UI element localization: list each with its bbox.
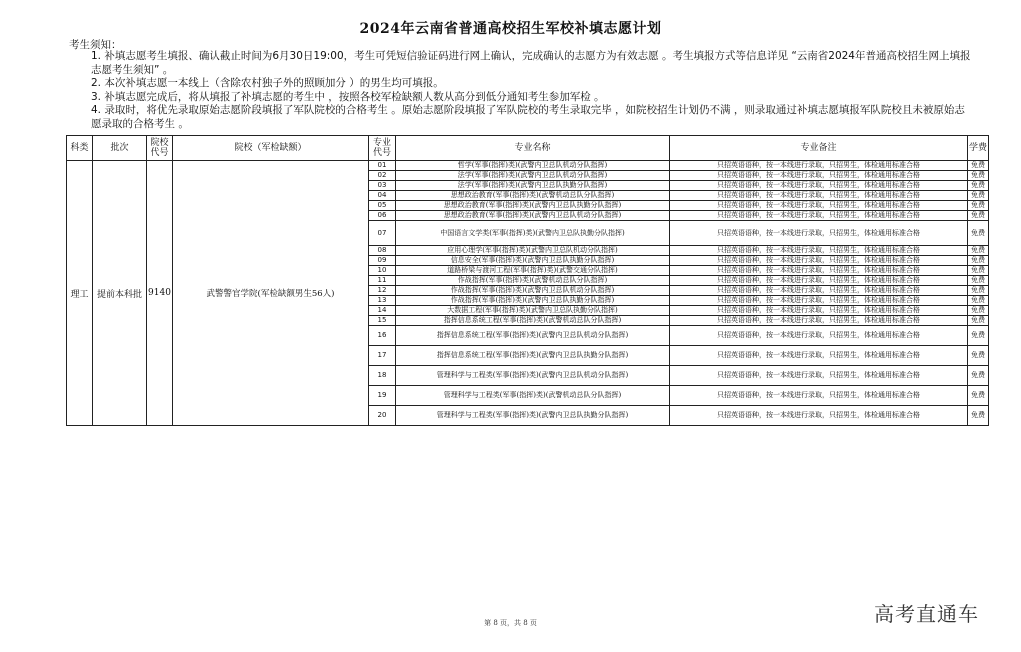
cell-major-code: 13 [369, 296, 396, 306]
cell-tuition: 免费 [968, 171, 989, 181]
notice-item: 4. 录取时，将优先录取原始志愿阶段填报了军队院校的合格考生 。原始志愿阶段填报了军队院校的考生录取完毕 ，如院校招生计划仍不满 ，则录取通过补填志愿填报军队院校且未被原始志愿录取的合格考生 。 [91, 104, 965, 130]
cell-remark: 只招英语语种，按一本线进行录取，只招男生，体检通用标准合格 [670, 171, 968, 181]
cell-major-code: 10 [369, 266, 396, 276]
cell-major-code: 06 [369, 211, 396, 221]
cell-tuition: 免费 [968, 406, 989, 426]
cell-tuition: 免费 [968, 316, 989, 326]
cell-major-code: 20 [369, 406, 396, 426]
cell-school: 武警警官学院(军检缺额男生56人) [173, 161, 369, 426]
page-title: 2024年云南省普通高校招生军校补填志愿计划 [359, 21, 662, 37]
cell-major-name: 指挥信息系统工程(军事(指挥)类)(武警内卫总队机动分队指挥) [396, 326, 670, 346]
cell-major-code: 18 [369, 366, 396, 386]
cell-remark: 只招英语语种，按一本线进行录取，只招男生，体检通用标准合格 [670, 366, 968, 386]
cell-remark: 只招英语语种，按一本线进行录取，只招男生，体检通用标准合格 [670, 181, 968, 191]
cell-major-code: 08 [369, 246, 396, 256]
cell-major-name: 道路桥梁与渡河工程(军事(指挥)类)(武警交通分队指挥) [396, 266, 670, 276]
cell-remark: 只招英语语种，按一本线进行录取，只招男生，体检通用标准合格 [670, 306, 968, 316]
cell-tuition: 免费 [968, 191, 989, 201]
cell-tuition: 免费 [968, 286, 989, 296]
cell-remark: 只招英语语种，按一本线进行录取，只招男生，体检通用标准合格 [670, 316, 968, 326]
cell-remark: 只招英语语种，按一本线进行录取，只招男生，体检通用标准合格 [670, 161, 968, 171]
cell-major-code: 02 [369, 171, 396, 181]
cell-tuition: 免费 [968, 346, 989, 366]
watermark-text: 高考直通车 [874, 602, 979, 626]
cell-category: 理工 [67, 161, 93, 426]
cell-major-name: 指挥信息系统工程(军事(指挥)类)(武警内卫总队执勤分队指挥) [396, 346, 670, 366]
cell-major-code: 01 [369, 161, 396, 171]
cell-tuition: 免费 [968, 296, 989, 306]
cell-major-name: 作战指挥(军事(指挥)类)(武警内卫总队执勤分队指挥) [396, 296, 670, 306]
cell-major-code: 09 [369, 256, 396, 266]
notice-heading: 考生须知： [69, 39, 122, 51]
cell-major-name: 指挥信息系统工程(军事(指挥)类)(武警机动总队分队指挥) [396, 316, 670, 326]
cell-major-name: 哲学(军事(指挥)类)(武警内卫总队机动分队指挥) [396, 161, 670, 171]
cell-major-name: 中国语言文学类(军事(指挥)类)(武警内卫总队执勤分队指挥) [396, 221, 670, 246]
cell-major-name: 管理科学与工程类(军事(指挥)类)(武警内卫总队机动分队指挥) [396, 366, 670, 386]
cell-major-code: 05 [369, 201, 396, 211]
header-school-code: 院校代号 [147, 136, 173, 161]
header-major-name: 专业名称 [396, 136, 670, 161]
cell-tuition: 免费 [968, 211, 989, 221]
cell-major-name: 法学(军事(指挥)类)(武警内卫总队执勤分队指挥) [396, 181, 670, 191]
cell-remark: 只招英语语种，按一本线进行录取，只招男生，体检通用标准合格 [670, 256, 968, 266]
cell-remark: 只招英语语种，按一本线进行录取，只招男生，体检通用标准合格 [670, 221, 968, 246]
cell-tuition: 免费 [968, 201, 989, 211]
cell-remark: 只招英语语种，按一本线进行录取，只招男生，体检通用标准合格 [670, 276, 968, 286]
cell-tuition: 免费 [968, 161, 989, 171]
table-row [67, 161, 989, 171]
cell-major-code: 04 [369, 191, 396, 201]
cell-remark: 只招英语语种，按一本线进行录取，只招男生，体检通用标准合格 [670, 201, 968, 211]
cell-major-name: 作战指挥(军事(指挥)类)(武警机动总队分队指挥) [396, 276, 670, 286]
cell-tuition: 免费 [968, 306, 989, 316]
cell-major-code: 17 [369, 346, 396, 366]
cell-batch: 提前本科批 [93, 161, 147, 426]
table-header-row [67, 136, 989, 161]
cell-major-code: 12 [369, 286, 396, 296]
cell-major-name: 管理科学与工程类(军事(指挥)类)(武警机动总队分队指挥) [396, 386, 670, 406]
cell-major-name: 法学(军事(指挥)类)(武警内卫总队机动分队指挥) [396, 171, 670, 181]
cell-remark: 只招英语语种，按一本线进行录取，只招男生，体检通用标准合格 [670, 406, 968, 426]
cell-major-name: 思想政治教育(军事(指挥)类)(武警内卫总队机动分队指挥) [396, 211, 670, 221]
cell-major-code: 07 [369, 221, 396, 246]
cell-major-name: 信息安全(军事(指挥)类)(武警内卫总队执勤分队指挥) [396, 256, 670, 266]
cell-major-code: 15 [369, 316, 396, 326]
notice-item: 2. 本次补填志愿一本线上（含除农村独子外的照顾加分 ）的男生均可填报。 [91, 77, 444, 89]
cell-remark: 只招英语语种，按一本线进行录取，只招男生，体检通用标准合格 [670, 191, 968, 201]
cell-remark: 只招英语语种，按一本线进行录取，只招男生，体检通用标准合格 [670, 286, 968, 296]
header-category: 科类 [67, 136, 93, 161]
cell-tuition: 免费 [968, 366, 989, 386]
header-school: 院校（军检缺额） [173, 136, 369, 161]
notice-item: 1. 补填志愿考生填报、确认截止时间为6月30日19:00，考生可凭短信验证码进行网上确认，完成确认的志愿方为有效志愿 。考生填报方式等信息详见 “云南省2024年普通高校招生网上填报志愿考生须知” 。 [91, 50, 971, 76]
cell-tuition: 免费 [968, 326, 989, 346]
cell-school-code: 9140 [147, 161, 173, 426]
header-tuition: 学费 [968, 136, 989, 161]
cell-major-code: 03 [369, 181, 396, 191]
cell-major-name: 管理科学与工程类(军事(指挥)类)(武警内卫总队执勤分队指挥) [396, 406, 670, 426]
cell-major-name: 思想政治教育(军事(指挥)类)(武警内卫总队执勤分队指挥) [396, 201, 670, 211]
notice-item: 3. 补填志愿完成后，将从填报了补填志愿的考生中 ，按照各校军检缺额人数从高分到低分通知考生参加军检 。 [91, 90, 605, 103]
header-major-code: 专业代号 [369, 136, 396, 161]
header-batch: 批次 [93, 136, 147, 161]
cell-remark: 只招英语语种，按一本线进行录取，只招男生，体检通用标准合格 [670, 211, 968, 221]
cell-remark: 只招英语语种，按一本线进行录取，只招男生，体检通用标准合格 [670, 346, 968, 366]
cell-remark: 只招英语语种，按一本线进行录取，只招男生，体检通用标准合格 [670, 266, 968, 276]
cell-major-code: 16 [369, 326, 396, 346]
cell-tuition: 免费 [968, 386, 989, 406]
cell-major-code: 11 [369, 276, 396, 286]
cell-remark: 只招英语语种，按一本线进行录取，只招男生，体检通用标准合格 [670, 296, 968, 306]
cell-tuition: 免费 [968, 266, 989, 276]
cell-major-code: 14 [369, 306, 396, 316]
cell-major-name: 大数据工程(军事(指挥)类)(武警内卫总队执勤分队指挥) [396, 306, 670, 316]
cell-remark: 只招英语语种，按一本线进行录取，只招男生，体检通用标准合格 [670, 246, 968, 256]
header-remark: 专业备注 [670, 136, 968, 161]
cell-tuition: 免费 [968, 181, 989, 191]
cell-major-name: 作战指挥(军事(指挥)类)(武警内卫总队机动分队指挥) [396, 286, 670, 296]
cell-remark: 只招英语语种，按一本线进行录取，只招男生，体检通用标准合格 [670, 386, 968, 406]
page-number: 第 8 页，共 8 页 [484, 619, 537, 627]
notice-list [91, 50, 971, 131]
cell-major-name: 思想政治教育(军事(指挥)类)(武警机动总队分队指挥) [396, 191, 670, 201]
cell-tuition: 免费 [968, 221, 989, 246]
cell-tuition: 免费 [968, 256, 989, 266]
plan-table [66, 135, 989, 426]
cell-tuition: 免费 [968, 276, 989, 286]
cell-major-name: 应用心理学(军事(指挥)类)(武警内卫总队机动分队指挥) [396, 246, 670, 256]
cell-major-code: 19 [369, 386, 396, 406]
cell-tuition: 免费 [968, 246, 989, 256]
cell-remark: 只招英语语种，按一本线进行录取，只招男生，体检通用标准合格 [670, 326, 968, 346]
